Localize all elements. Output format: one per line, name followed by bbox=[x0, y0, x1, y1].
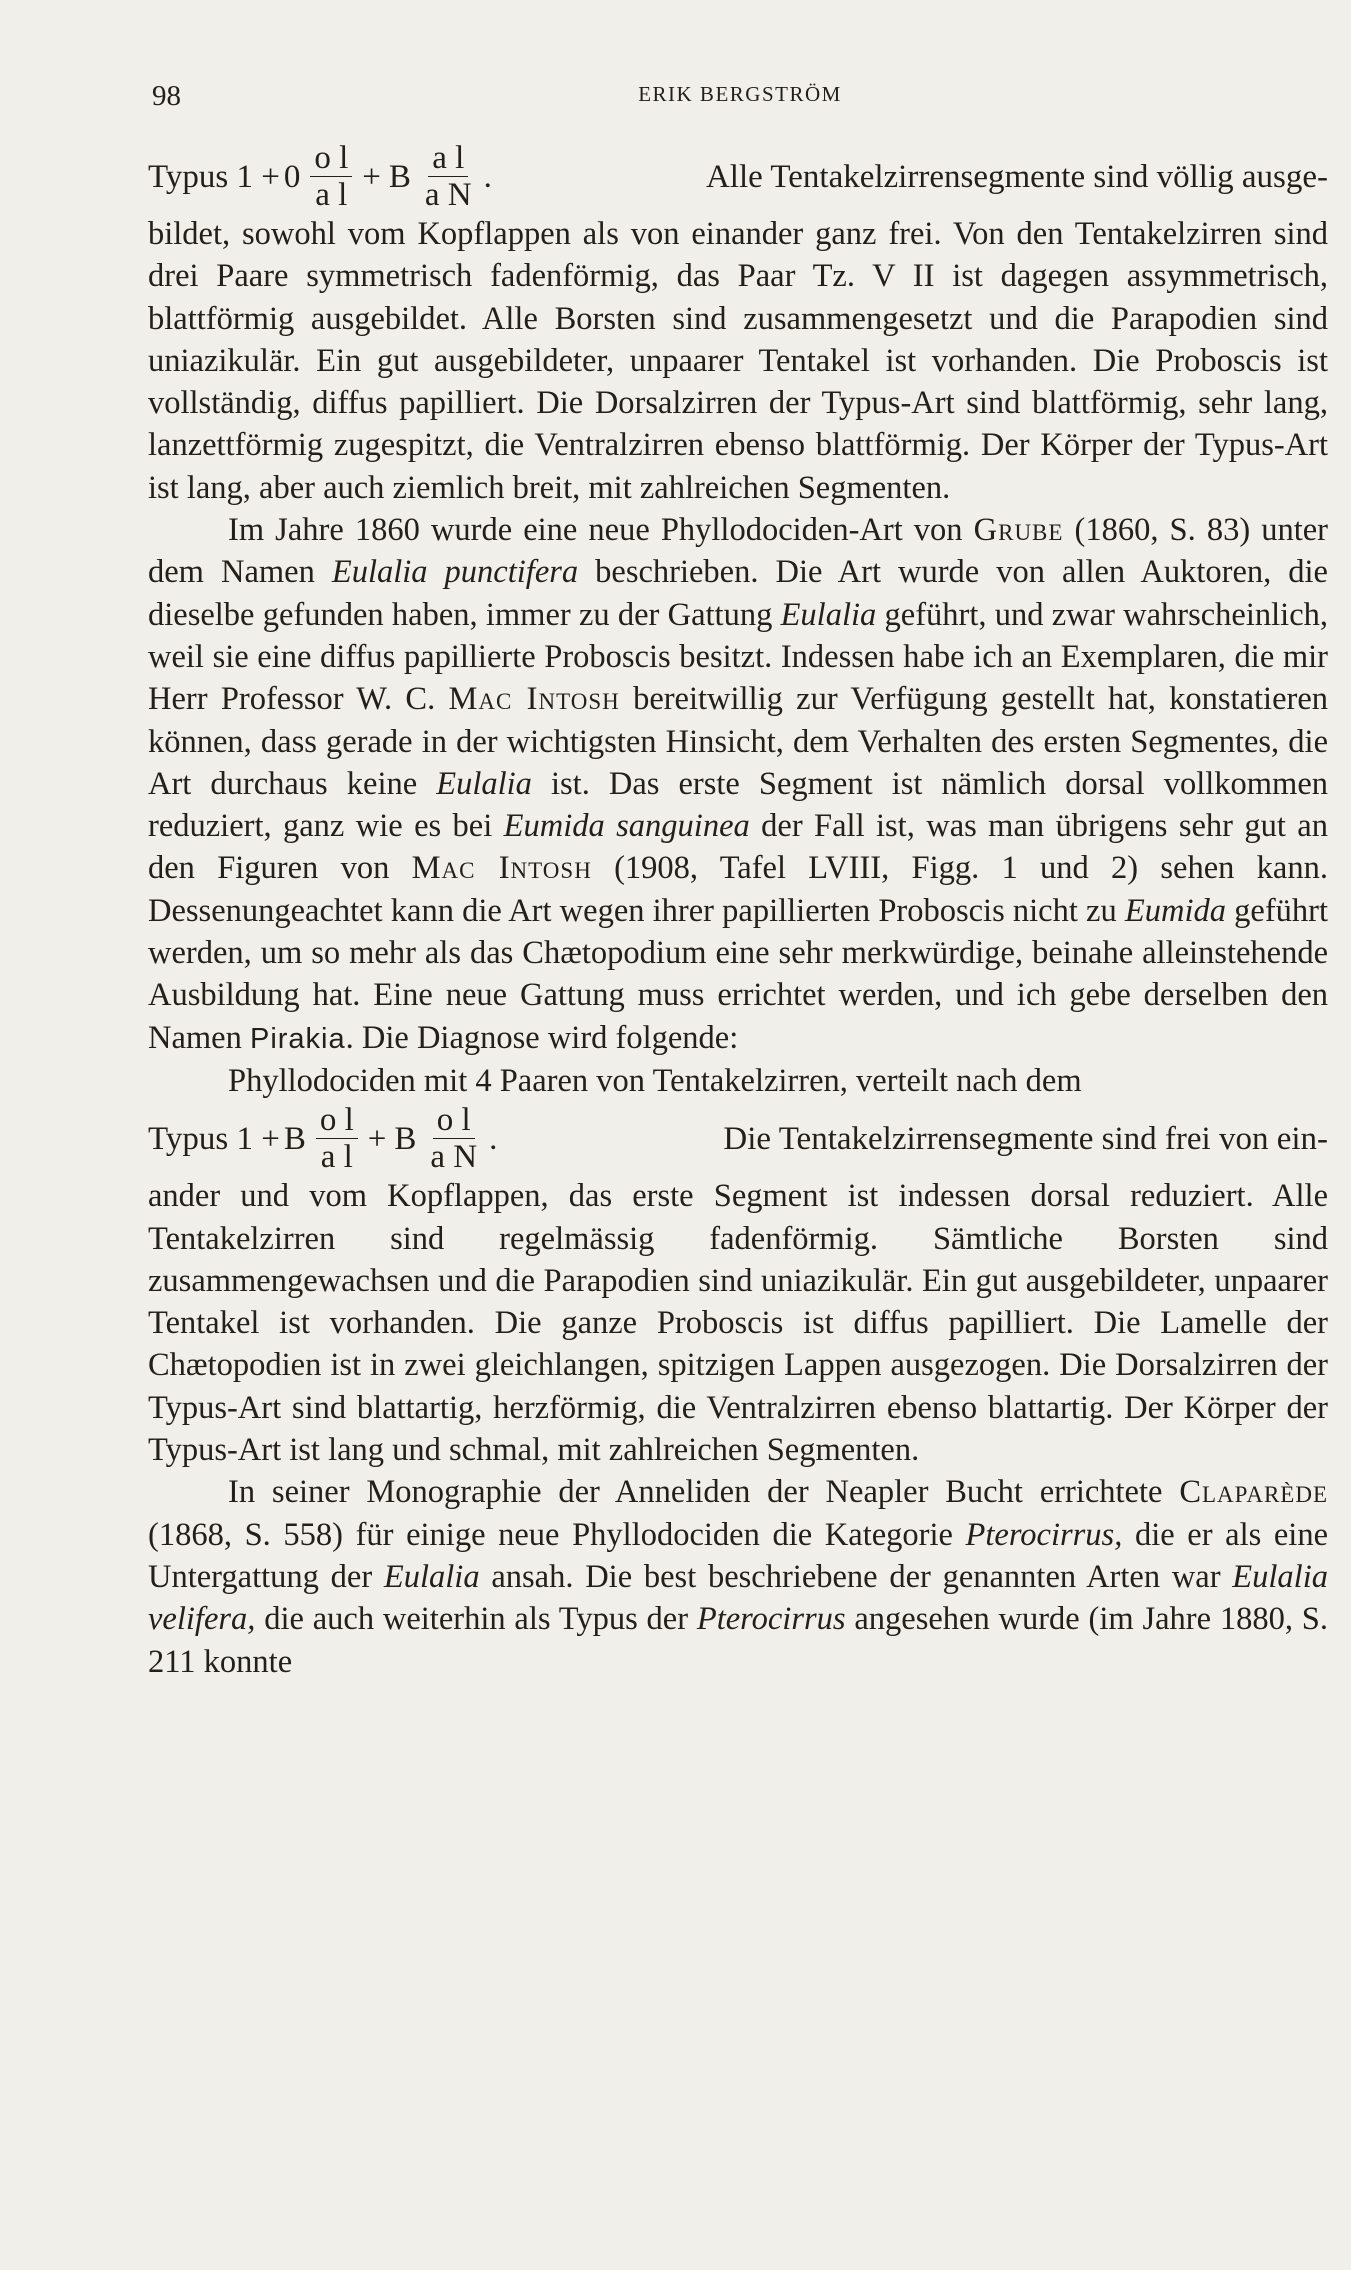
formula-prefix: Typus 1 + bbox=[148, 1120, 280, 1157]
author-name: Mac Intosh bbox=[448, 681, 620, 718]
taxon-name: Eulalia velifera, bbox=[148, 1558, 1328, 1638]
text-run: der Fall ist, was man übrigens sehr gut an den Figuren von bbox=[148, 808, 1328, 887]
formula-term-letter: 0 bbox=[283, 158, 301, 195]
new-genus-name: Pirakia bbox=[249, 1022, 346, 1055]
formula-prefix: Typus 1 + bbox=[148, 158, 280, 195]
text-run: . Die Diagnose wird folgende: bbox=[345, 1019, 739, 1056]
paragraph-3 bbox=[148, 1060, 1328, 1102]
text-run: geführt, und zwar wahrscheinlich, weil sie eine diffus papillierte Proboscis besitzt. Indessen habe ich an Exemplaren, die mir Herr Professor W. C. bbox=[148, 596, 1328, 718]
fraction-denominator: a N bbox=[430, 1139, 478, 1176]
taxon-name: Eulalia bbox=[436, 765, 532, 802]
formula-plus: + bbox=[367, 1120, 387, 1157]
formula-period: . bbox=[483, 158, 492, 195]
text-run: geführt werden, um so mehr als das Chætopodium eine sehr merkwürdige, beinahe alleinstehende Ausbildung hat. Eine neue Gattung muss errichtet werden, und ich gebe derselben den Namen bbox=[148, 892, 1328, 1056]
paragraph-1 bbox=[148, 213, 1328, 509]
formula-1 bbox=[148, 140, 510, 213]
running-head: ERIK BERGSTRÖM bbox=[638, 82, 842, 106]
formula-2 bbox=[148, 1102, 515, 1175]
author-name: Mac Intosh bbox=[411, 850, 592, 887]
formula-term-letter: B bbox=[283, 1120, 306, 1157]
text-run: Im Jahre 1860 wurde eine neue Phyllodociden-Art von bbox=[228, 512, 974, 549]
fraction-denominator: a N bbox=[424, 177, 472, 213]
taxon-name: Pterocirrus, bbox=[965, 1516, 1123, 1553]
paragraph-text: bildet, sowohl vom Kopflappen als von einander ganz frei. Von den Tentakelzirren sind drei Paare symmetrisch fadenförmig, das Paar Tz. V II ist dagegen assymmetrisch, blattförmig ausgebildet. Alle Borsten sind zusammengesetzt und die Parapodien sind uniazikulär. Ein gut ausgebildeter, unpaarer Tentakel ist vorhanden. Die Proboscis ist vollständig, diffus papilliert. Die Dorsalzirren der Typus-Art sind blattförmig, sehr lang, lanzettförmig zugespitzt, die Ventralzirren ebenso blattförmig. Der Körper der Typus-Art ist lang, aber auch ziemlich breit, mit zahlreichen Segmenten. bbox=[148, 216, 1328, 506]
taxon-name: Eulalia bbox=[383, 1558, 480, 1595]
text-run: In seiner Monographie der Anneliden der Neapler Bucht errichtete bbox=[228, 1474, 1180, 1511]
text-run: die auch weiterhin als Typus der bbox=[255, 1601, 697, 1638]
page-header bbox=[152, 70, 1328, 120]
text-run: die er als eine Untergattung der bbox=[148, 1516, 1328, 1595]
formula-plus: + bbox=[362, 158, 381, 195]
text-run: (1868, S. 558) für einige neue Phyllodociden die Kategorie bbox=[148, 1516, 966, 1553]
formula-line-1 bbox=[148, 140, 1328, 213]
author-name: Claparède bbox=[1179, 1474, 1328, 1511]
fraction-denominator: a l bbox=[315, 177, 348, 213]
paragraph-5 bbox=[148, 1471, 1328, 1682]
fraction-numerator: o l bbox=[433, 1102, 475, 1139]
taxon-name: Eulalia punctifera bbox=[331, 554, 579, 591]
paragraph-text: ander und vom Kopflappen, das erste Segment ist indessen dorsal reduziert. Alle Tentakelzirren sind regelmässig fadenförmig. Sämtliche Borsten sind zusammengewachsen und die Parapodien sind uniazikulär. Ein gut ausgebildeter, unpaarer Tentakel ist vorhanden. Die ganze Proboscis ist diffus papilliert. Die Lamelle der Chætopodien ist in zwei gleichlangen, spitzigen Lappen ausgezogen. Die Dorsalzirren der Typus-Art sind blattartig, herzförmig, die Ventralzirren ebenso blattartig. Der Körper der Typus-Art ist lang und schmal, mit zahlreichen Segmenten. bbox=[148, 1178, 1328, 1469]
text-run: angesehen wurde (im Jahre 1880, S. 211 konnte bbox=[148, 1601, 1329, 1680]
fraction-numerator: o l bbox=[316, 1102, 358, 1139]
page-number: 98 bbox=[152, 80, 181, 112]
text-run: ansah. Die best beschriebene der genannten Arten war bbox=[479, 1558, 1233, 1595]
formula-trailing-text: Alle Tentakelzirrensegmente sind völlig ausge- bbox=[705, 158, 1328, 195]
text-run: bereitwillig zur Verfügung gestellt hat, konstatieren können, dass gerade in der wichtigsten Hinsicht, dem Verhalten des ersten Segmentes, die Art durchaus keine bbox=[148, 681, 1328, 802]
taxon-name: Pterocirrus bbox=[696, 1601, 846, 1638]
text-run: beschrieben. Die Art wurde von allen Auktoren, die dieselbe gefunden haben, immer zu der Gattung bbox=[148, 554, 1328, 633]
paragraph-4 bbox=[148, 1175, 1328, 1471]
text-run: (1860, S. 83) unter dem Namen bbox=[148, 512, 1329, 591]
formula-term-letter: B bbox=[394, 1120, 417, 1157]
paragraph-text: Phyllodociden mit 4 Paaren von Tentakelzirren, verteilt nach dem bbox=[228, 1062, 1082, 1099]
fraction-numerator: o l bbox=[310, 140, 352, 177]
text-run: ist. Das erste Segment ist nämlich dorsal vollkommen reduziert, ganz wie es bei bbox=[148, 765, 1328, 845]
taxon-name: Eumida sanguinea bbox=[503, 808, 750, 845]
formula-fraction bbox=[421, 140, 476, 213]
formula-fraction bbox=[316, 1102, 358, 1175]
text-run: (1908, Tafel LVIII, Figg. 1 und 2) sehen kann. Dessenungeachtet kann die Art wegen ihrer papillierten Proboscis nicht zu bbox=[148, 850, 1328, 929]
formula-period: . bbox=[489, 1120, 498, 1157]
formula-fraction bbox=[310, 140, 352, 213]
body-text bbox=[148, 140, 1328, 1683]
fraction-denominator: a l bbox=[320, 1139, 353, 1176]
formula-trailing-text: Die Tentakelzirrensegmente sind frei von ein- bbox=[723, 1120, 1328, 1157]
paragraph-2 bbox=[148, 509, 1328, 1060]
fraction-numerator: a l bbox=[428, 140, 468, 177]
author-name: Grube bbox=[973, 512, 1064, 549]
formula-fraction bbox=[426, 1102, 481, 1175]
formula-line-2 bbox=[148, 1102, 1328, 1175]
taxon-name: Eumida bbox=[1124, 892, 1226, 929]
taxon-name: Eulalia bbox=[780, 596, 877, 633]
formula-term-letter: B bbox=[388, 158, 411, 195]
